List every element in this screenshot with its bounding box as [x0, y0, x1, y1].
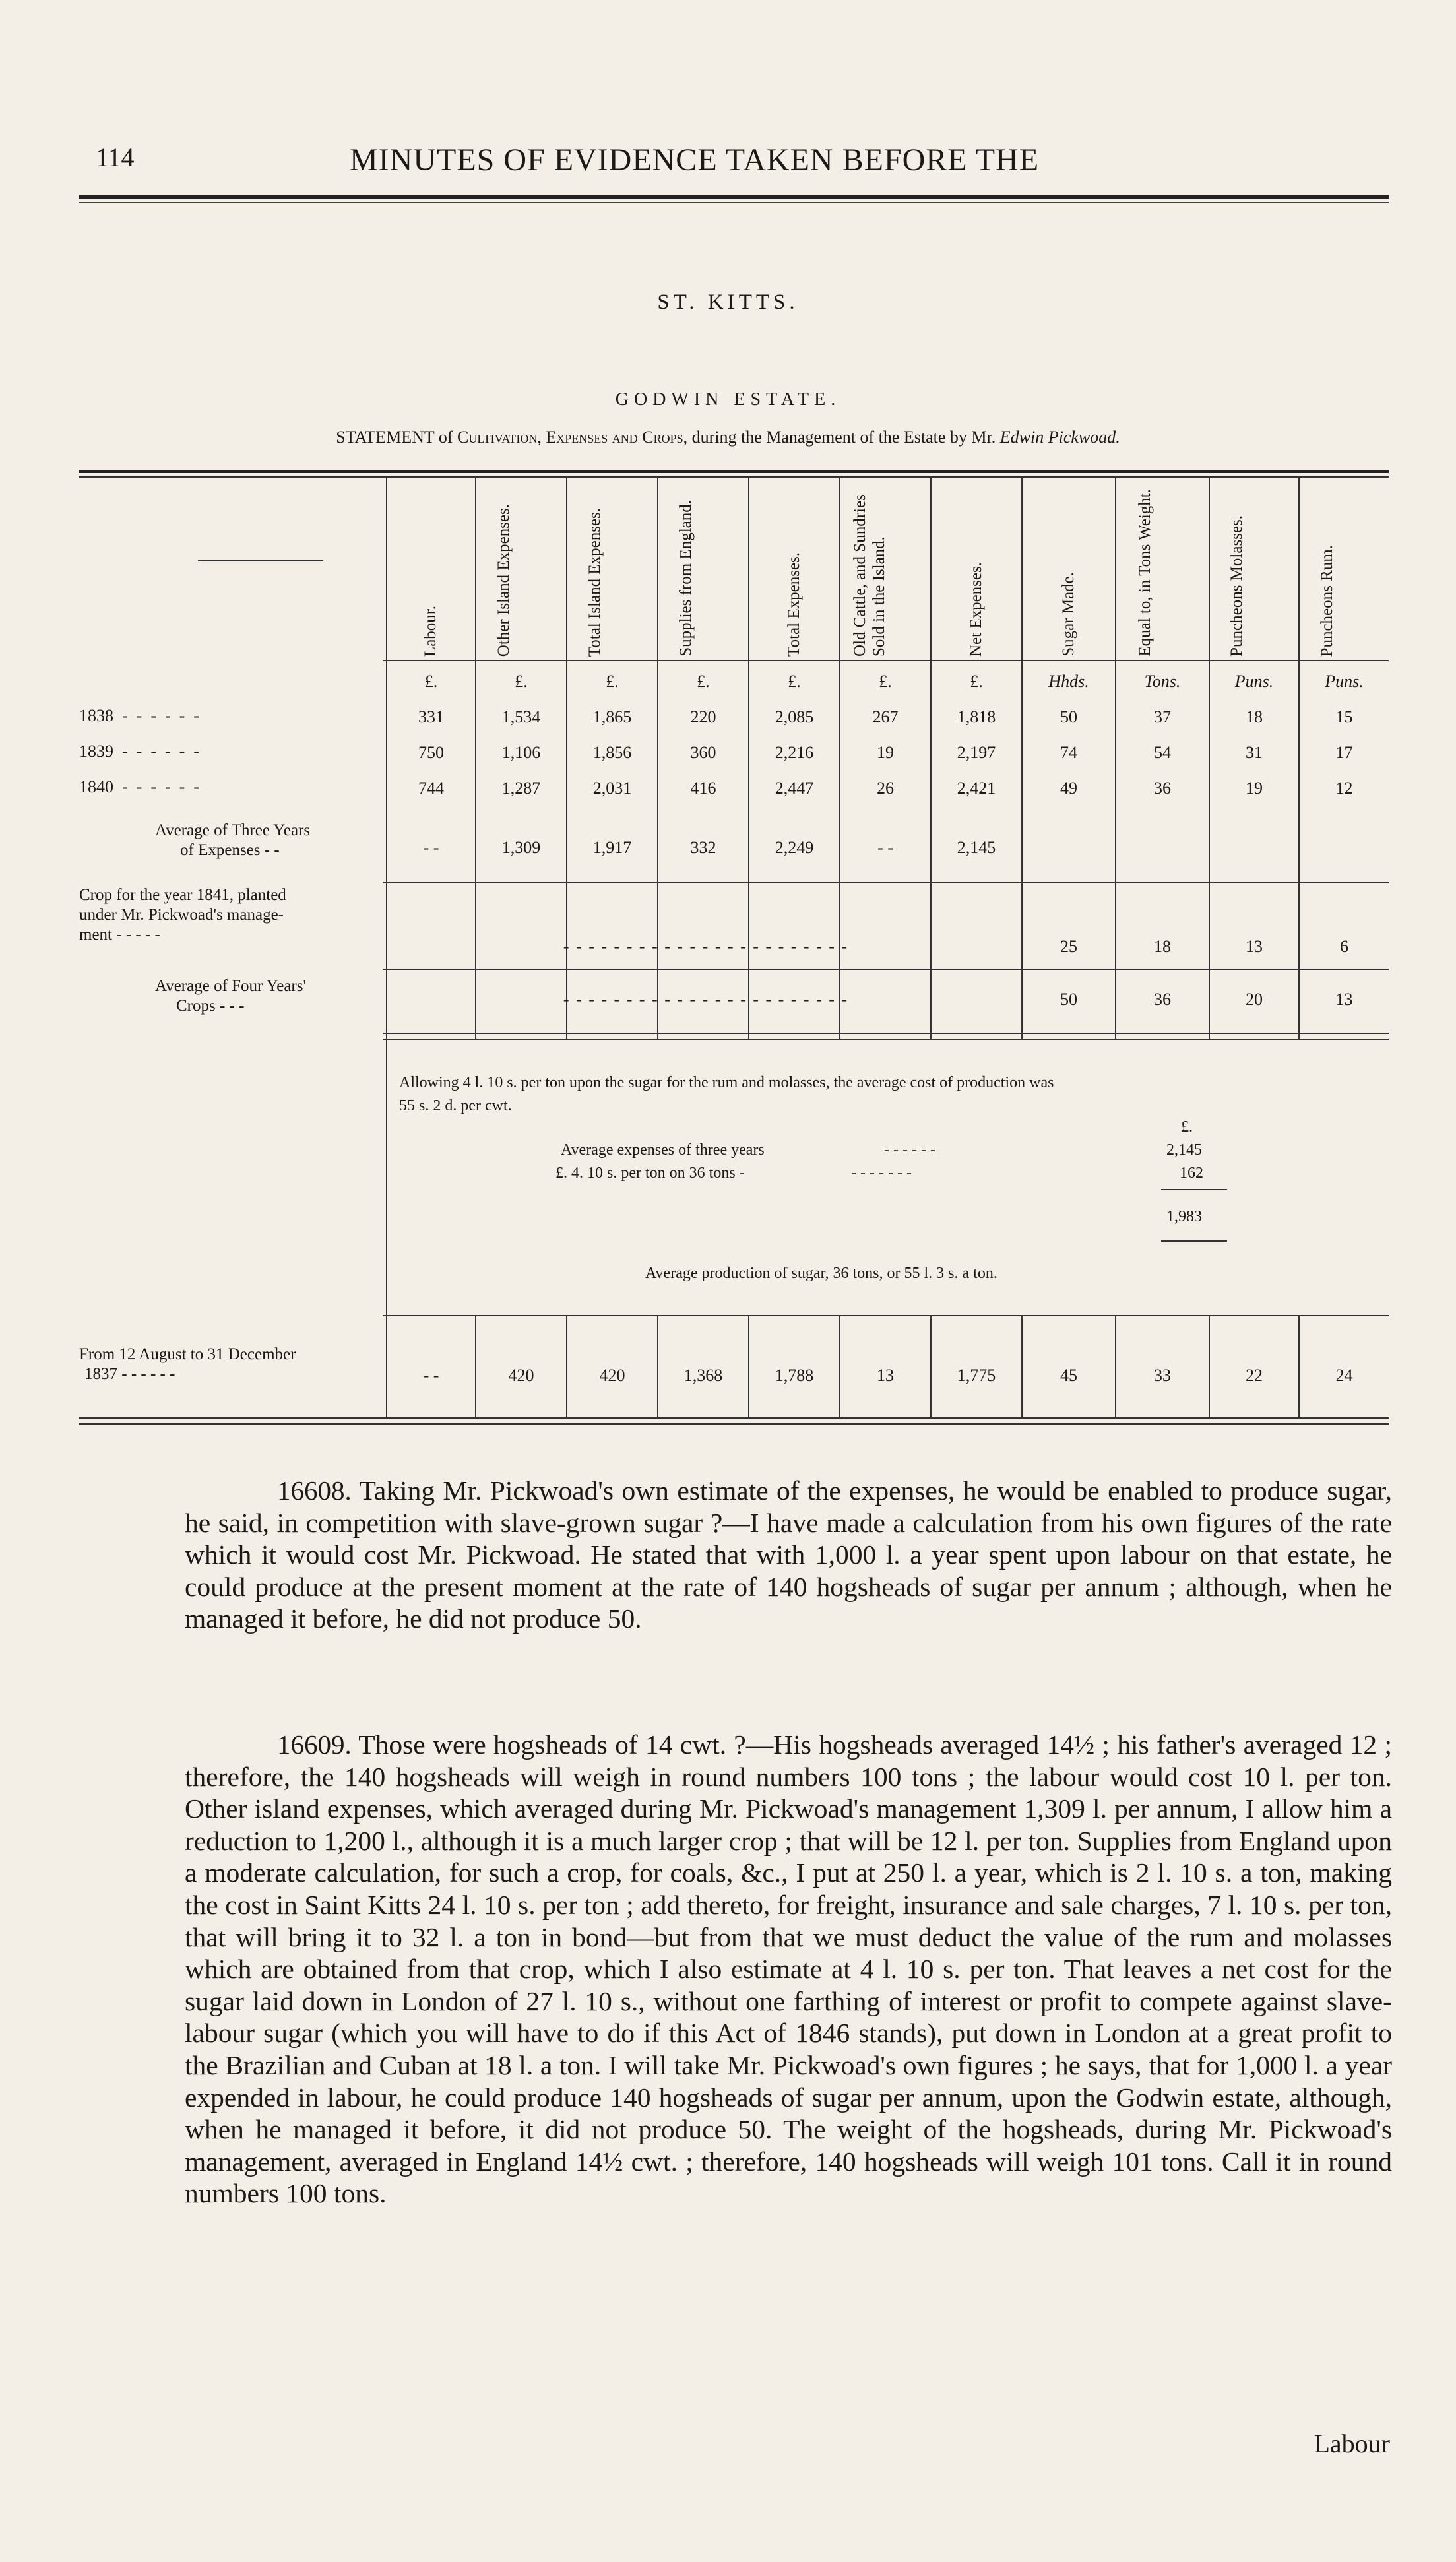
- unit-cell: Tons.: [1144, 672, 1181, 691]
- island-title: ST. KITTS.: [657, 290, 799, 314]
- table-cell: 2,085: [775, 707, 814, 726]
- col-head-rum: [1300, 488, 1389, 657]
- table-cell: 2,249: [775, 838, 814, 857]
- statement-mid: during the Management of the Estate by Mr.: [691, 428, 996, 447]
- table-cell: 15: [1335, 707, 1353, 726]
- table-cell: 25: [1060, 937, 1077, 956]
- row-label-1839: 1839 - - - - - -: [79, 742, 199, 761]
- table-cell: 420: [599, 1366, 625, 1385]
- table-cell: 2,216: [775, 743, 814, 762]
- table-cell: 1,106: [501, 743, 541, 762]
- statement-name: Edwin Pickwoad.: [999, 428, 1120, 447]
- header-bottom-rule: [383, 660, 1389, 661]
- table-cell: 1,788: [775, 1366, 814, 1385]
- col-head-labour: [387, 488, 475, 657]
- unit-cell: Hhds.: [1048, 672, 1089, 691]
- table-cell: 416: [690, 779, 716, 798]
- table-cell: - -: [877, 838, 893, 857]
- table-cell: 13: [1246, 937, 1263, 956]
- col-label: Old Cattle, and Sundries Sold in the Island.: [850, 494, 888, 657]
- catchword: Labour: [1314, 2429, 1390, 2458]
- header-stub-dash: [198, 560, 323, 561]
- table-cell: 1,368: [683, 1366, 723, 1385]
- note-line2-label: £. 4. 10 s. per ton on 36 tons -: [555, 1165, 745, 1182]
- col-head-sugar-made: [1023, 488, 1115, 657]
- table-cell: 36: [1154, 990, 1171, 1009]
- table-cell: 74: [1060, 743, 1077, 762]
- table-cell: 1,917: [592, 838, 632, 857]
- table-cell: 2,447: [775, 779, 814, 798]
- table-cell: 49: [1060, 779, 1077, 798]
- row-label-crop-1841: [79, 885, 383, 945]
- col-label: Labour.: [422, 605, 440, 657]
- table-cell: 2,197: [957, 743, 996, 762]
- col-label: Puncheons Rum.: [1317, 544, 1336, 657]
- unit-cell: £.: [515, 672, 528, 691]
- unit-cell: £.: [606, 672, 619, 691]
- table-cell: 220: [690, 707, 716, 726]
- estate-title: GODWIN ESTATE.: [615, 389, 841, 410]
- col-label: Puncheons Molasses.: [1228, 515, 1246, 657]
- row-rule-3: [383, 1033, 1389, 1034]
- note-line2-dashes: - - - - - - -: [851, 1165, 912, 1182]
- table-cell: 31: [1246, 743, 1263, 762]
- table-bottom-rule-2: [79, 1423, 1389, 1425]
- allowing-note-2: 55 s. 2 d. per cwt.: [399, 1097, 512, 1114]
- table-cell: 360: [690, 743, 716, 762]
- label-line: of Expenses - -: [180, 841, 280, 859]
- table-bottom-rule: [79, 1417, 1389, 1419]
- table-cell: 1,818: [957, 707, 996, 726]
- row-label-avg-crops: [155, 977, 379, 1016]
- table-cell: 19: [877, 743, 894, 762]
- unit-cell: £.: [788, 672, 801, 691]
- col-label: Total Island Expenses.: [586, 507, 604, 657]
- table-cell: 750: [418, 743, 444, 762]
- table-cell: 33: [1154, 1366, 1171, 1385]
- statement-prefix: STATEMENT of: [336, 428, 453, 447]
- note-result: 1,983: [1166, 1208, 1202, 1225]
- table-cell: 2,145: [957, 838, 996, 857]
- table-cell: 50: [1060, 707, 1077, 726]
- label-line: Crops - - -: [176, 997, 245, 1015]
- label-line: ment - - - - -: [79, 926, 160, 944]
- table-cell: 1,309: [501, 838, 541, 857]
- unit-cell: £.: [424, 672, 438, 691]
- table-cell: - -: [423, 838, 439, 857]
- col-head-tons: [1116, 488, 1209, 657]
- col-head-net-expenses: [932, 488, 1021, 657]
- table-top-rule-thin: [79, 476, 1389, 478]
- note-line2-value: 162: [1180, 1165, 1203, 1182]
- unit-cell: £.: [879, 672, 892, 691]
- header-rule: [79, 195, 1389, 199]
- header-rule-thin: [79, 202, 1389, 203]
- col-head-old-cattle: [840, 488, 930, 657]
- statement-title: [0, 428, 1456, 447]
- col-head-other-island: [476, 488, 566, 657]
- table-cell: 24: [1335, 1366, 1353, 1385]
- paragraph-text: Those were hogsheads of 14 cwt. ?—His hogsheads averaged 14½ ; his father's averaged 12 ; therefore, the 140 hogsheads will weigh in round numbers 100 tons ; the labour would cost 10 l. per ton. Other island expenses, which averaged during Mr. Pickwoad's management 1,309 l. per annum, I allow him a reduction to 1,200 l., although it is a much larger crop ; that will be 12 l. per ton. Supplies from England upon a moderate calculation, for such a crop, for coals, &c., I put at 250 l. a year, which is 2 l. 10 s. a ton, making the cost in Saint Kitts 24 l. 10 s. per ton ; add thereto, for freight, insurance and sale charges, 7 l. 10 s. per ton, that will bring it to 32 l. a ton in bond—but from that we must deduct the value of the rum and molasses which are obtained from that crop, which I also estimate at 4 l. 10 s. per ton. That leaves a net cost for the sugar laid down in London of 27 l. 10 s., without one farthing of interest or profit to compete against slave-labour sugar (which you will have to do if this Act of 1846 stands), put down in London at a great profit to the Brazilian and Cuban at 18 l. a ton. I will take Mr. Pickwoad's own figures ; he says, that for 1,000 l. a year expended in labour, he could produce 140 hogsheads of sugar per annum, upon the Godwin estate, although, when he managed it before, it did not produce 50. The weight of the hogsheads, during Mr. Pickwoad's management, averaged in England 14½ cwt. ; therefore, 140 hogsheads will weigh 101 tons. Call it in round numbers 100 tons.: [185, 1729, 1392, 2209]
- table-cell: 2,421: [957, 779, 996, 798]
- row-label-1838: 1838 - - - - - -: [79, 706, 199, 725]
- table-cell: 37: [1154, 707, 1171, 726]
- table-cell: 18: [1154, 937, 1171, 956]
- note-line1-dashes: - - - - - -: [884, 1141, 935, 1159]
- table-cell: 332: [690, 838, 716, 857]
- question-number: 16609.: [277, 1729, 352, 1760]
- table-cell: 420: [508, 1366, 534, 1385]
- dash-fill: - - - - - - - - - - - - - - - - - - - - - - -: [563, 990, 849, 1009]
- note-line1-value: 2,145: [1166, 1141, 1202, 1159]
- table-cell: 50: [1060, 990, 1077, 1009]
- currency-symbol: £.: [1181, 1118, 1193, 1136]
- label-line: under Mr. Pickwoad's manage-: [79, 906, 284, 924]
- label-line: From 12 August to 31 December: [79, 1345, 296, 1363]
- paragraph-text: Taking Mr. Pickwoad's own estimate of the expenses, he would be enabled to produce sugar, he said, in competition with slave-grown sugar ?—I have made a calculation from his own figures of the rate which it would cost Mr. Pickwoad. He stated that with 1,000 l. a year spent upon labour on that estate, he could produce at the present moment at the rate of 140 hogsheads of sugar per annum ; although, when he managed it before, he did not produce 50.: [185, 1475, 1392, 1634]
- table-cell: 267: [872, 707, 899, 726]
- col-head-molasses: [1210, 488, 1298, 657]
- table-cell: 17: [1335, 743, 1353, 762]
- table-cell: 2,031: [592, 779, 632, 798]
- table-cell: 22: [1246, 1366, 1263, 1385]
- table-cell: 20: [1246, 990, 1263, 1009]
- table-cell: 1,287: [501, 779, 541, 798]
- table-cell: 18: [1246, 707, 1263, 726]
- table-cell: 331: [418, 707, 444, 726]
- unit-cell: £.: [697, 672, 710, 691]
- col-label: Total Expenses.: [784, 552, 803, 657]
- table-cell: 36: [1154, 779, 1171, 798]
- col-head-total-expenses: [749, 488, 839, 657]
- row-rule-2: [383, 969, 1389, 970]
- paragraph-16609: [185, 1729, 1392, 2210]
- page-number: 114: [96, 143, 135, 172]
- table-cell: 744: [418, 779, 444, 798]
- row-rule-1: [383, 882, 1389, 883]
- col-label: Equal to, in Tons Weight.: [1136, 489, 1154, 657]
- table-top-rule: [79, 470, 1389, 473]
- unit-cell: Puns.: [1234, 672, 1274, 691]
- paragraph-16608: [185, 1475, 1392, 1635]
- production-note: Average production of sugar, 36 tons, or 55 l. 3 s. a ton.: [645, 1265, 997, 1282]
- table-cell: - -: [423, 1366, 439, 1385]
- question-number: 16608.: [277, 1475, 352, 1506]
- table-cell: 19: [1246, 779, 1263, 798]
- label-line: Average of Three Years: [155, 821, 311, 839]
- table-cell: 13: [1335, 990, 1353, 1009]
- unit-cell: Puns.: [1325, 672, 1364, 691]
- col-label: Other Island Expenses.: [495, 503, 513, 657]
- note-line1-label: Average expenses of three years: [561, 1141, 765, 1159]
- table-cell: 1,775: [957, 1366, 996, 1385]
- sum-rule-2: [1161, 1240, 1227, 1242]
- table-cell: 6: [1340, 937, 1348, 956]
- allowing-note: Allowing 4 l. 10 s. per ton upon the sugar for the rum and molasses, the average cost of production was: [399, 1074, 1054, 1091]
- dash-fill: - - - - - - - - - - - - - - - - - - - - - - -: [563, 937, 849, 956]
- running-header: [96, 142, 1389, 188]
- table-cell: 26: [877, 779, 894, 798]
- col-label: Supplies from England.: [677, 500, 695, 657]
- col-label: Sugar Made.: [1059, 572, 1077, 657]
- running-title: MINUTES OF EVIDENCE TAKEN BEFORE THE: [350, 143, 1040, 177]
- col-label: Net Expenses.: [966, 561, 985, 657]
- table-cell: 1,534: [501, 707, 541, 726]
- col-head-supplies: [658, 488, 748, 657]
- table-cell: 13: [877, 1366, 894, 1385]
- unit-cell: £.: [970, 672, 983, 691]
- row-rule-4: [383, 1315, 1389, 1316]
- statement-smallcaps: Cultivation, Expenses and Crops,: [457, 428, 688, 447]
- row-label-1840: 1840 - - - - - -: [79, 777, 199, 796]
- table-cell: 12: [1335, 779, 1353, 798]
- table-cell: 54: [1154, 743, 1171, 762]
- label-line: Average of Four Years': [155, 977, 306, 995]
- table-cell: 1,865: [592, 707, 632, 726]
- row-label-avg-expenses: [155, 821, 379, 860]
- table-cell: 1,856: [592, 743, 632, 762]
- sum-rule: [1161, 1189, 1227, 1190]
- table-cell: 45: [1060, 1366, 1077, 1385]
- row-rule-3b: [383, 1039, 1389, 1040]
- label-line: 1837 - - - - - -: [84, 1365, 175, 1383]
- col-head-total-island: [567, 488, 657, 657]
- row-label-1837: [79, 1345, 383, 1384]
- label-line: Crop for the year 1841, planted: [79, 886, 286, 904]
